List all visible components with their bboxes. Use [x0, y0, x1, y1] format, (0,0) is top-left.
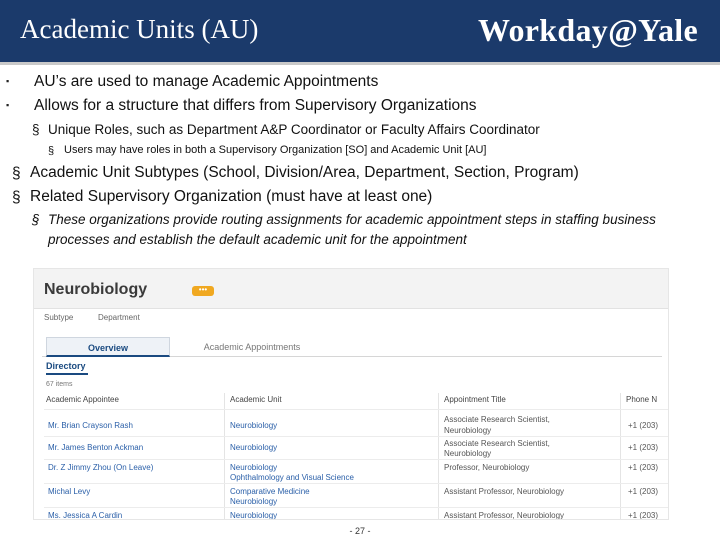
- sub-bullet-unique-roles: Unique Roles, such as Department A&P Coordinator or Faculty Affairs Coordinator: [48, 122, 540, 137]
- bullet-au-purpose: AU’s are used to manage Academic Appointments: [34, 73, 379, 90]
- unit-link[interactable]: Neurobiology: [230, 463, 278, 472]
- bullet-structure: Allows for a structure that differs from Supervisory Organizations: [34, 97, 477, 114]
- related-actions-button[interactable]: •••: [192, 286, 214, 296]
- item-count: 67 items: [46, 381, 73, 388]
- appointment-title: Assistant Professor, Neurobiology: [444, 511, 565, 520]
- column-header-phone[interactable]: Phone N: [626, 395, 658, 404]
- appointment-title: Assistant Professor, Neurobiology: [444, 487, 565, 496]
- sub-bullet-marker: §: [12, 189, 21, 206]
- subtype-label: Subtype: [44, 313, 74, 322]
- bullet-marker: ▪: [6, 100, 10, 110]
- appointee-link[interactable]: Dr. Z Jimmy Zhou (On Leave): [48, 463, 154, 472]
- row-divider: [44, 459, 669, 460]
- phone-number: +1 (203): [628, 421, 659, 430]
- bullet-subtypes: Academic Unit Subtypes (School, Division/Area, Department, Section, Program): [30, 164, 579, 181]
- org-title: Neurobiology: [44, 281, 148, 298]
- appointment-title-line2: Neurobiology: [444, 426, 492, 435]
- tab-academic-appointments[interactable]: Academic Appointments: [203, 342, 301, 352]
- appointment-title-line2: Neurobiology: [444, 449, 492, 458]
- unit-link[interactable]: Neurobiology: [230, 511, 278, 520]
- unit-link[interactable]: Neurobiology: [230, 421, 278, 430]
- appointment-title: Associate Research Scientist,: [444, 439, 550, 448]
- appointee-link[interactable]: Michal Levy: [48, 487, 91, 496]
- directory-subtab[interactable]: Directory: [46, 361, 86, 371]
- sub-bullet-marker: §: [32, 212, 40, 227]
- sub-bullet-routing: These organizations provide routing assignments for academic appointment steps in staffing business processes and establish the default academic unit for the appointment: [48, 212, 656, 247]
- column-divider: [620, 393, 621, 520]
- tab-bar: [42, 337, 662, 357]
- unit-link[interactable]: Neurobiology: [230, 443, 278, 452]
- column-divider: [438, 393, 439, 520]
- appointee-link[interactable]: Ms. Jessica A Cardin: [48, 511, 123, 520]
- phone-number: +1 (203): [628, 487, 659, 496]
- subtype-value: Department: [98, 313, 140, 322]
- row-divider: [44, 409, 669, 410]
- org-header: [34, 269, 669, 309]
- sub-sub-bullet-roles-both: Users may have roles in both a Supervisory Organization [SO] and Academic Unit [AU]: [64, 144, 487, 156]
- appointee-link[interactable]: Mr. Brian Crayson Rash: [48, 421, 133, 430]
- appointment-title: Associate Research Scientist,: [444, 415, 550, 424]
- directory-underline: [46, 373, 88, 375]
- column-header-appointee[interactable]: Academic Appointee: [46, 395, 119, 404]
- phone-number: +1 (203): [628, 463, 659, 472]
- title-banner: [0, 0, 720, 62]
- appointee-link[interactable]: Mr. James Benton Ackman: [48, 443, 144, 452]
- row-divider: [44, 436, 669, 437]
- column-header-unit[interactable]: Academic Unit: [230, 395, 282, 404]
- bullet-marker: ▪: [6, 76, 10, 86]
- bullet-related-sup-org: Related Supervisory Organization (must have at least one): [30, 188, 433, 205]
- row-divider: [44, 507, 669, 508]
- sub-bullet-marker: §: [48, 145, 55, 157]
- unit-link[interactable]: Neurobiology: [230, 497, 278, 506]
- workday-yale-logo: Workday@Yale: [477, 12, 698, 48]
- appointment-title: Professor, Neurobiology: [444, 463, 530, 472]
- row-divider: [44, 483, 669, 484]
- unit-link[interactable]: Comparative Medicine: [230, 487, 310, 496]
- unit-link[interactable]: Ophthalmology and Visual Science: [230, 473, 354, 482]
- sub-bullet-marker: §: [12, 165, 21, 182]
- page-number: - 27 -: [349, 526, 371, 536]
- column-header-title[interactable]: Appointment Title: [444, 395, 506, 404]
- workday-screenshot: [33, 268, 669, 520]
- tab-overview[interactable]: Overview: [46, 337, 170, 357]
- slide-title: Academic Units (AU): [20, 14, 259, 44]
- sub-bullet-marker: §: [32, 122, 40, 137]
- phone-number: +1 (203): [628, 511, 659, 520]
- column-divider: [224, 393, 225, 520]
- header-divider: [0, 62, 720, 65]
- phone-number: +1 (203): [628, 443, 659, 452]
